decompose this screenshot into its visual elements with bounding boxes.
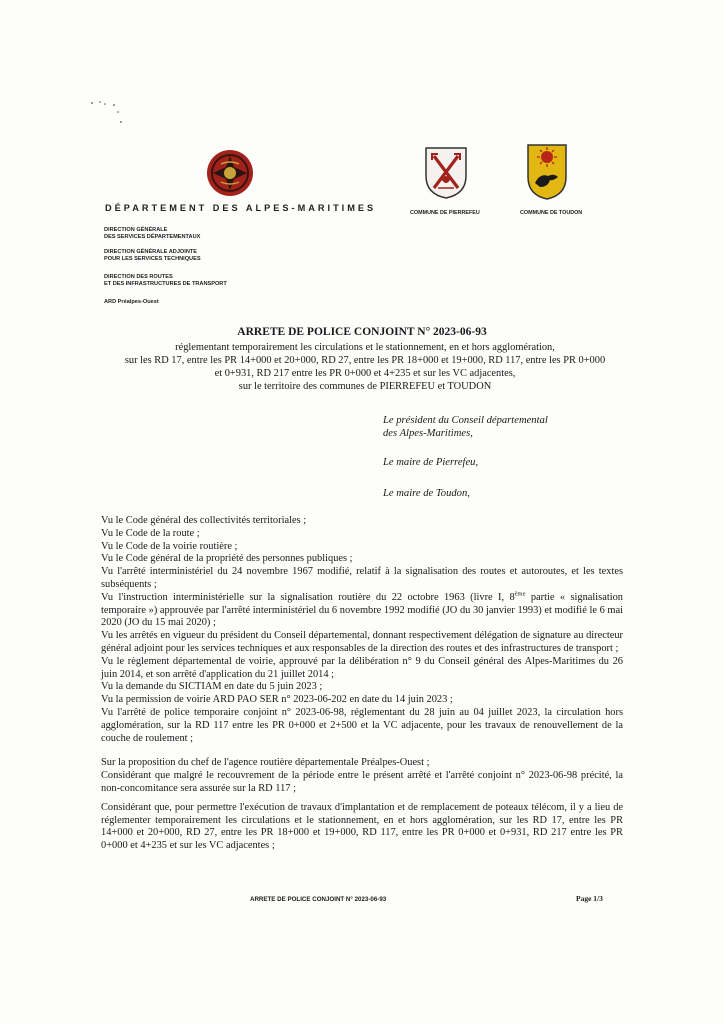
commune-toudon-label: COMMUNE DE TOUDON [520,210,583,216]
vu-clause: Vu les arrêtés en vigueur du président du Conseil départemental, donnant respectivement délégation de signature au directeur général adjoint pour les services techniques et aux responsables de la direction des routes et des infrastructures de transport ; [101,630,623,654]
pierrefeu-coat-of-arms-icon [424,146,468,205]
toudon-coat-of-arms-icon [526,143,568,206]
footer-decree-label: ARRETE DE POLICE CONJOINT N° 2023-06-93 [250,896,387,903]
vu-clause: Vu le Code général des collectivités territoriales ; [101,515,307,526]
page-number: Page 1/3 [576,894,603,903]
signatory-president [383,414,548,440]
subtitle-line: et 0+931, RD 217 entre les PR 0+000 et 4+235 et sur les VC adjacentes, [214,368,516,379]
org-line: POUR LES SERVICES TECHNIQUES [104,256,201,262]
org-line: DIRECTION GÉNÉRALE [104,227,168,233]
decree-title: ARRETE DE POLICE CONJOINT N° 2023-06-93 [237,326,487,338]
signatory-maire-toudon: Le maire de Toudon, [383,488,470,499]
instruction-superscript: ème [514,590,526,598]
org-line: DIRECTION GÉNÉRALE ADJOINTE [104,249,198,255]
vu-clause: Vu le Code de la route ; [101,527,200,539]
instruction-part2: partie « signalisation temporaire ») approuvée par l'arrêté interministériel du 6 novembre 1992 modifié (JO du 30 janvier 1993) et modifié le 6 mai 2020 (JO du 15 mai 2020) ; [101,591,623,629]
subtitle-line: sur les RD 17, entre les PR 14+000 et 20+000, RD 27, entre les PR 18+000 et 19+000, RD 117, entre les PR 0+000 [124,355,606,366]
org-block-2 [104,249,201,263]
consideration-clause: Sur la proposition du chef de l'agence routière départementale Préalpes-Ouest ; [101,757,430,769]
consideration-clause: Considérant que malgré le recouvrement de la période entre le présent arrêté et l'arrêté conjoint n° 2023-06-98 précité, la non-concomitance sera assurée sur la RD 117 ; [101,770,623,794]
org-line: DIRECTION DES ROUTES [104,274,173,280]
agency-label: ARD Préalpes-Ouest [104,299,159,305]
vu-clause: Vu l'arrêté de police temporaire conjoint n° 2023-06-98, réglementant du 28 juin au 04 juillet 2023, la circulation hors agglomération, sur la RD 117 entre les PR 0+000 et 2+500 et la VC adjacente, pour les travaux de renouvellement de la couche de roulement ; [101,706,623,744]
decree-subtitle [100,341,630,393]
alpes-maritimes-seal-icon [206,149,254,202]
instruction-part1: Vu l'instruction interministérielle sur la signalisation routière du 22 octobre 1963 (livre I, 8 [101,591,515,603]
subtitle-line: sur le territoire des communes de PIERREFEU et TOUDON [238,381,492,392]
org-line: DES SERVICES DÉPARTEMENTAUX [104,234,201,240]
subtitle-line: réglementant temporairement les circulations et le stationnement, en et hors agglomération, [175,342,555,353]
vu-clause-instruction [101,592,623,630]
scan-marks [90,100,130,135]
vu-clause: Vu la demande du SICTIAM en date du 5 juin 2023 ; [101,681,323,693]
vu-clauses [101,515,623,853]
consideration-clause: Considérant que, pour permettre l'exécution de travaux d'implantation et de remplacement de poteaux télécom, il y a lieu de réglementer temporairement les circulations et le stationnement, en et hors agglomération, sur les RD 17, entre les PR 14+000 et 20+000, RD 27, entre les PR 18+000 et 19+000, RD 117, entre les PR 0+000 et 0+931, RD 217 entre les PR 0+000 et 4+235 et sur les VC adjacentes ; [101,801,623,852]
vu-clause: Vu le règlement départemental de voirie, approuvé par la délibération n° 9 du Conseil général des Alpes-Maritimes du 26 juin 2014, et son arrêté d'application du 21 juillet 2014 ; [101,655,623,680]
org-block-3 [104,274,227,288]
department-title: DÉPARTEMENT DES ALPES-MARITIMES [105,203,377,213]
org-block-1 [104,227,200,241]
vu-clause: Vu le Code général de la propriété des personnes publiques ; [101,553,353,565]
vu-clause: Vu la permission de voirie ARD PAO SER n° 2023-06-202 en date du 14 juin 2023 ; [101,694,453,706]
vu-clause: Vu le Code de la voirie routière ; [101,540,238,552]
signatory-line: des Alpes-Maritimes, [383,428,473,439]
signatory-maire-pierrefeu: Le maire de Pierrefeu, [383,457,479,468]
vu-clause: Vu l'arrêté interministériel du 24 novembre 1967 modifié, relatif à la signalisation des routes et autoroutes, et les textes subséquents ; [101,566,623,590]
commune-pierrefeu-label: COMMUNE DE PIERREFEU [410,210,480,216]
org-line: ET DES INFRASTRUCTURES DE TRANSPORT [104,281,227,287]
signatory-line: Le président du Conseil départemental [383,415,548,426]
